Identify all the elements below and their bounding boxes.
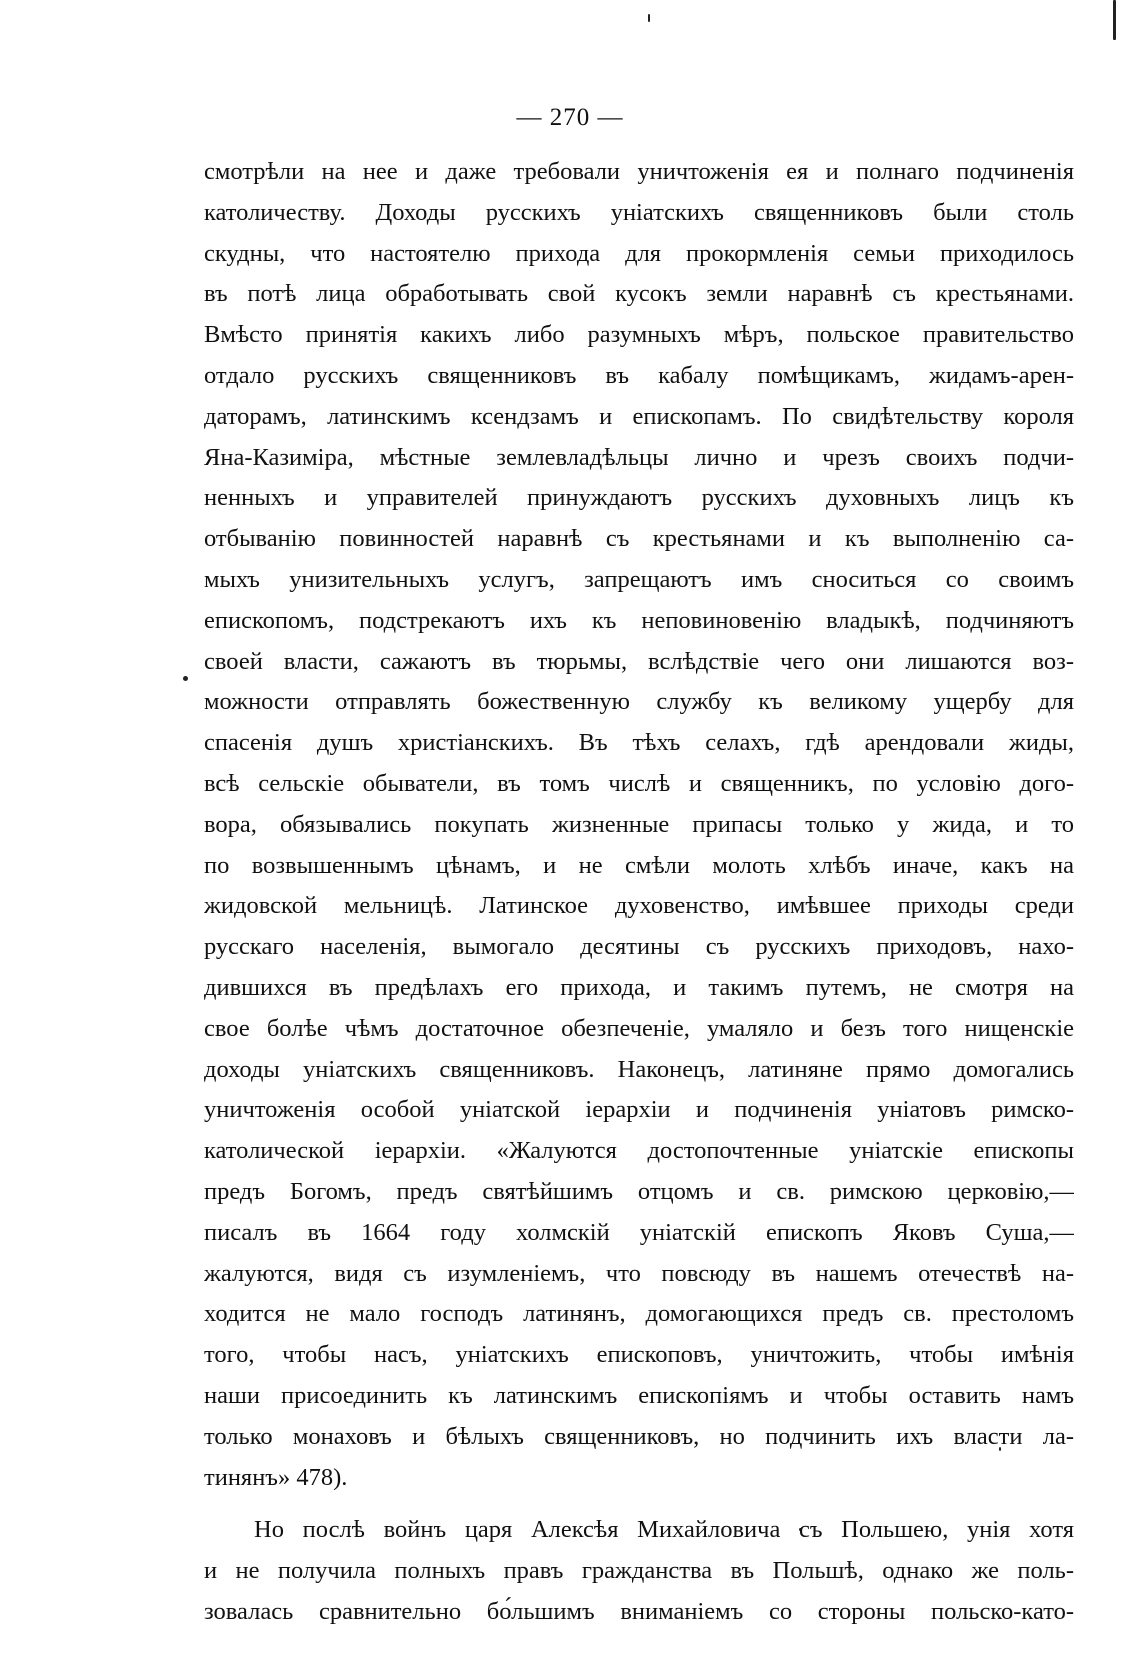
- text-line: свое болѣе чѣмъ достаточное обезпеченіе, умаляло и безъ того нищенскіе: [204, 1014, 1074, 1042]
- text-line: уничтоженія особой уніатской іерархіи и подчиненія уніатовъ римско-: [204, 1096, 1074, 1124]
- text-line: отдало русскихъ священниковъ въ кабалу помѣщикамъ, жидамъ-арен-: [204, 361, 1074, 389]
- text-line: всѣ сельскіе обыватели, въ томъ числѣ и священникъ, по условію дого-: [204, 769, 1074, 797]
- text-line: своей власти, сажаютъ въ тюрьмы, вслѣдствіе чего они лишаются воз-: [204, 647, 1074, 675]
- text-line: Но послѣ войнъ царя Алексѣя Михайловича съ Польшею, унія хотя: [254, 1516, 1074, 1544]
- text-line: зовалась сравнительно бо́льшимъ вниманіемъ со стороны польско-като-: [204, 1597, 1074, 1625]
- text-line: ненныхъ и управителей принуждаютъ русскихъ духовныхъ лицъ къ: [204, 484, 1074, 512]
- ink-speck: [183, 676, 188, 681]
- text-line: по возвышеннымъ цѣнамъ, и не смѣли молоть хлѣбъ иначе, какъ на: [204, 851, 1074, 879]
- text-line: тинянъ» 478).: [204, 1463, 348, 1491]
- text-line: писалъ въ 1664 году холмскій уніатскій епископъ Яковъ Суша,—: [204, 1218, 1074, 1246]
- text-line: Вмѣсто принятія какихъ либо разумныхъ мѣръ, польское правительство: [204, 321, 1074, 349]
- text-line: католической іерархіи. «Жалуются достопочтенные уніатскіе епископы: [204, 1137, 1074, 1165]
- text-line: даторамъ, латинскимъ ксендзамъ и епископамъ. По свидѣтельству короля: [204, 402, 1074, 430]
- text-line: только монаховъ и бѣлыхъ священниковъ, но подчинить ихъ власти ла-: [204, 1422, 1074, 1450]
- text-line: отбыванію повинностей наравнѣ съ крестьянами и къ выполненію са-: [204, 525, 1074, 553]
- paragraph-1: [204, 152, 1074, 1498]
- ink-speck: [1113, 0, 1116, 40]
- text-line: дившихся въ предѣлахъ его прихода, и такимъ путемъ, не смотря на: [204, 973, 1074, 1001]
- text-line: ходится не мало господъ латинянъ, домогающихся предъ св. престоломъ: [204, 1300, 1074, 1328]
- page-number: — 270 —: [516, 104, 624, 131]
- paragraph-2: [204, 1510, 1074, 1632]
- text-line: предъ Богомъ, предъ святѣйшимъ отцомъ и св. римскою церковію,—: [204, 1177, 1074, 1205]
- text-line: русскаго населенія, вымогало десятины съ русскихъ приходовъ, нахо-: [204, 933, 1074, 961]
- text-line: того, чтобы насъ, уніатскихъ епископовъ, уничтожить, чтобы имѣнія: [204, 1341, 1074, 1369]
- text-line: въ потѣ лица обработывать свой кусокъ земли наравнѣ съ крестьянами.: [204, 280, 1074, 308]
- text-line: можности отправлять божественную службу къ великому ущербу для: [204, 688, 1074, 716]
- ink-speck: [648, 14, 650, 22]
- text-line: епископомъ, подстрекаютъ ихъ къ неповиновенію владыкѣ, подчиняютъ: [204, 606, 1074, 634]
- text-line: и не получила полныхъ правъ гражданства въ Польшѣ, однако же поль-: [204, 1557, 1074, 1585]
- text-line: доходы уніатскихъ священниковъ. Наконецъ, латиняне прямо домогались: [204, 1055, 1074, 1083]
- text-line: скудны, что настоятелю прихода для прокормленія семьи приходилось: [204, 239, 1074, 267]
- text-line: жидовской мельницѣ. Латинское духовенство, имѣвшее приходы среди: [204, 892, 1074, 920]
- text-line: мыхъ унизительныхъ услугъ, запрещаютъ имъ сноситься со своимъ: [204, 565, 1074, 593]
- text-line: жалуются, видя съ изумленіемъ, что повсюду въ нашемъ отечествѣ на-: [204, 1259, 1074, 1287]
- body-text: [204, 152, 1074, 1633]
- text-line: католичеству. Доходы русскихъ уніатскихъ священниковъ были столь: [204, 198, 1074, 226]
- paragraph-gap: [204, 1498, 1074, 1510]
- text-line: Яна-Казиміра, мѣстные землевладѣльцы лично и чрезъ своихъ подчи-: [204, 443, 1074, 471]
- text-line: вора, обязывались покупать жизненные припасы только у жида, и то: [204, 810, 1074, 838]
- text-line: спасенія душъ христіанскихъ. Въ тѣхъ селахъ, гдѣ арендовали жиды,: [204, 729, 1074, 757]
- text-line: наши присоединить къ латинскимъ епископіямъ и чтобы оставить намъ: [204, 1381, 1074, 1409]
- text-line: смотрѣли на нее и даже требовали уничтоженія ея и полнаго подчиненія: [204, 158, 1074, 185]
